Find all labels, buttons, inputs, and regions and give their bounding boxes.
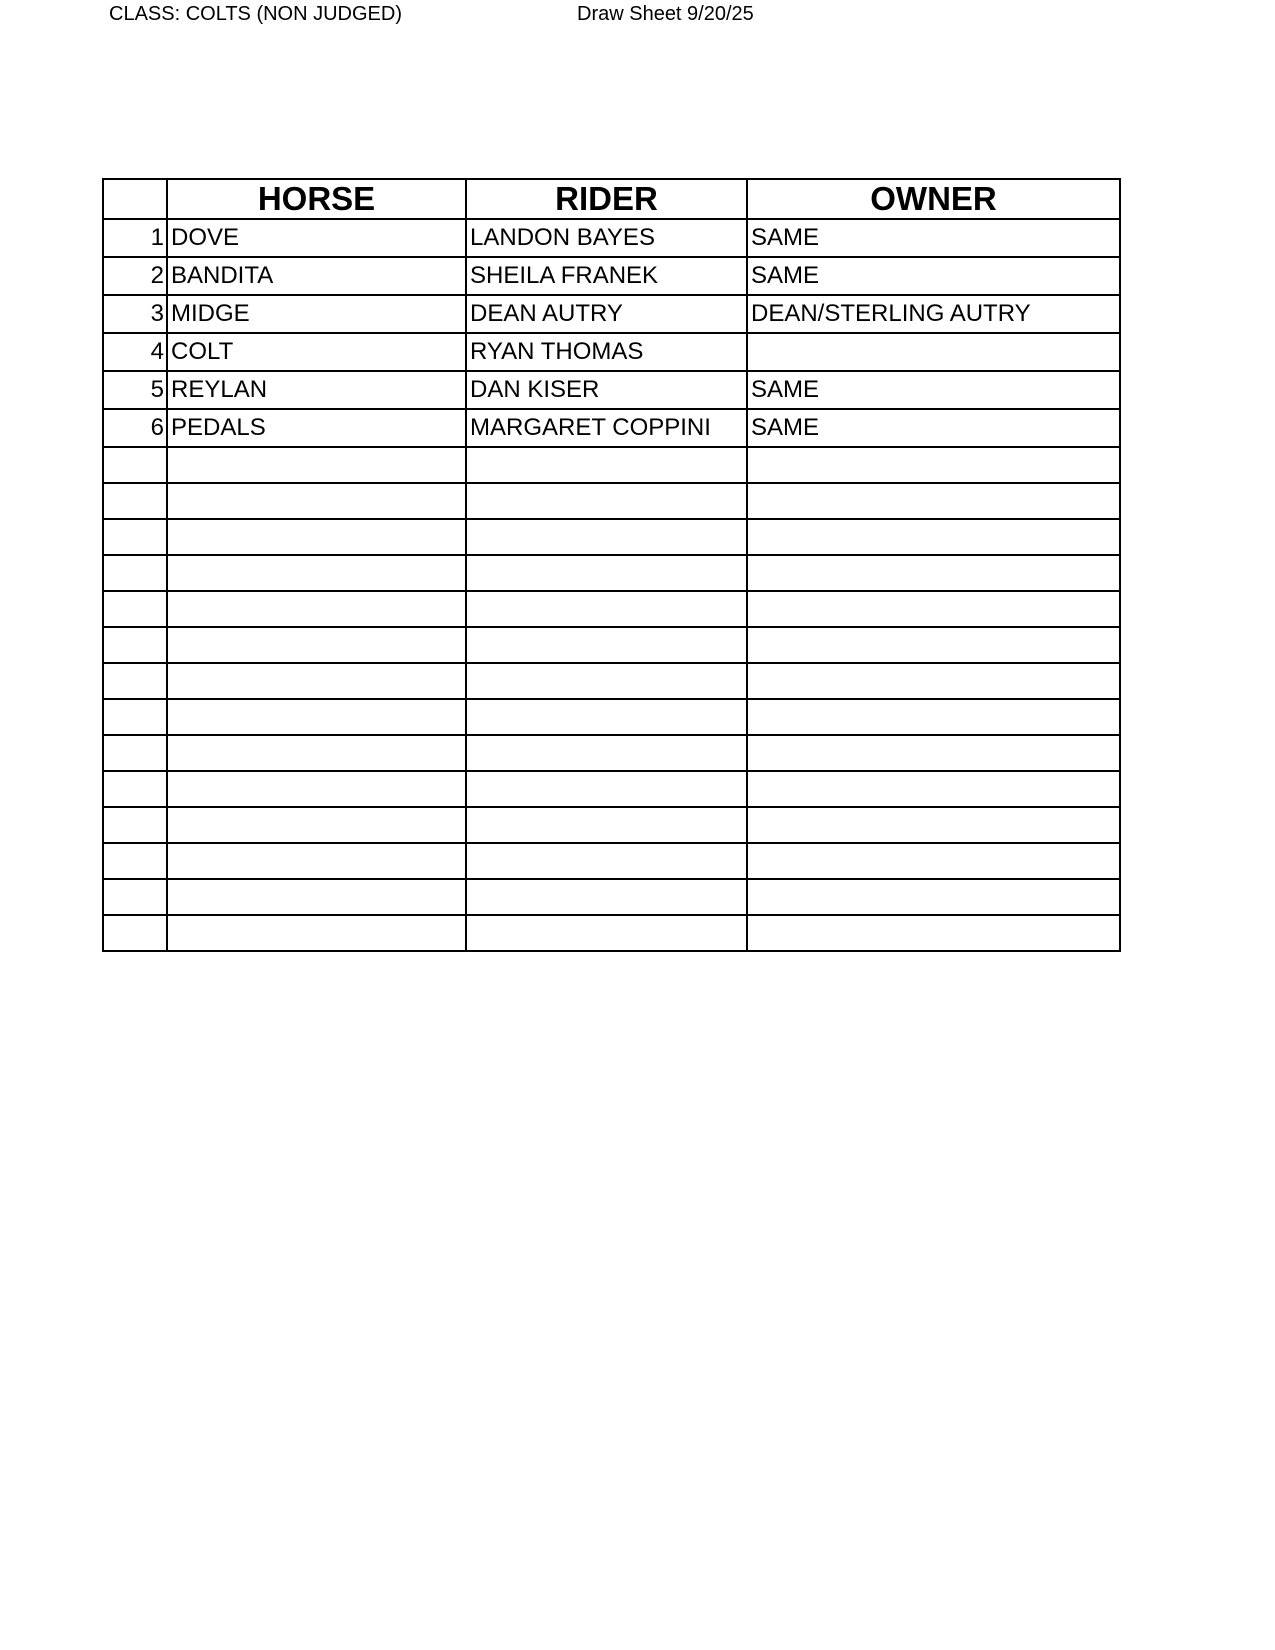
- row-number: [103, 663, 167, 699]
- horse-cell: [167, 627, 466, 663]
- row-number: 6: [103, 409, 167, 447]
- horse-cell: [167, 771, 466, 807]
- table-row: [103, 663, 1120, 699]
- table-row: [103, 483, 1120, 519]
- table-row: [103, 627, 1120, 663]
- rider-cell: RYAN THOMAS: [466, 333, 747, 371]
- horse-cell: [167, 915, 466, 951]
- owner-cell: SAME: [747, 219, 1120, 257]
- owner-cell: [747, 843, 1120, 879]
- owner-cell: [747, 879, 1120, 915]
- rider-cell: [466, 627, 747, 663]
- horse-cell: DOVE: [167, 219, 466, 257]
- horse-cell: REYLAN: [167, 371, 466, 409]
- horse-cell: [167, 483, 466, 519]
- rider-cell: [466, 519, 747, 555]
- row-number: [103, 879, 167, 915]
- column-header-owner: OWNER: [747, 179, 1120, 219]
- rider-cell: SHEILA FRANEK: [466, 257, 747, 295]
- rider-cell: [466, 483, 747, 519]
- horse-cell: [167, 807, 466, 843]
- table-row: [103, 371, 1120, 409]
- table-row: [103, 257, 1120, 295]
- row-number: [103, 915, 167, 951]
- row-number: [103, 807, 167, 843]
- rider-cell: [466, 663, 747, 699]
- column-header-number: [103, 179, 167, 219]
- row-number: [103, 555, 167, 591]
- row-number: [103, 627, 167, 663]
- horse-cell: MIDGE: [167, 295, 466, 333]
- owner-cell: DEAN/STERLING AUTRY: [747, 295, 1120, 333]
- horse-cell: PEDALS: [167, 409, 466, 447]
- table-row: [103, 409, 1120, 447]
- owner-cell: SAME: [747, 257, 1120, 295]
- class-label: CLASS: COLTS (NON JUDGED): [109, 3, 402, 25]
- rider-cell: [466, 699, 747, 735]
- row-number: [103, 735, 167, 771]
- owner-cell: [747, 699, 1120, 735]
- row-number: [103, 591, 167, 627]
- table-body: [103, 219, 1120, 951]
- table-row: [103, 699, 1120, 735]
- rider-cell: [466, 591, 747, 627]
- table-header-row: [103, 179, 1120, 219]
- table-row: [103, 915, 1120, 951]
- horse-cell: [167, 447, 466, 483]
- rider-cell: [466, 771, 747, 807]
- table-row: [103, 219, 1120, 257]
- owner-cell: [747, 771, 1120, 807]
- table-row: [103, 447, 1120, 483]
- owner-cell: [747, 627, 1120, 663]
- owner-cell: [747, 519, 1120, 555]
- horse-cell: [167, 663, 466, 699]
- table-row: [103, 807, 1120, 843]
- horse-cell: [167, 879, 466, 915]
- horse-cell: [167, 591, 466, 627]
- rider-cell: [466, 555, 747, 591]
- horse-cell: [167, 555, 466, 591]
- draw-sheet-table: [102, 178, 1121, 952]
- horse-cell: BANDITA: [167, 257, 466, 295]
- owner-cell: [747, 447, 1120, 483]
- rider-cell: [466, 735, 747, 771]
- rider-cell: [466, 915, 747, 951]
- row-number: [103, 447, 167, 483]
- row-number: [103, 483, 167, 519]
- table-row: [103, 591, 1120, 627]
- owner-cell: [747, 555, 1120, 591]
- table-row: [103, 555, 1120, 591]
- rider-cell: [466, 879, 747, 915]
- rider-cell: DEAN AUTRY: [466, 295, 747, 333]
- draw-sheet-date: Draw Sheet 9/20/25: [577, 3, 754, 25]
- owner-cell: [747, 807, 1120, 843]
- table-row: [103, 519, 1120, 555]
- column-header-horse: HORSE: [167, 179, 466, 219]
- rider-cell: LANDON BAYES: [466, 219, 747, 257]
- owner-cell: [747, 483, 1120, 519]
- table-row: [103, 295, 1120, 333]
- table-row: [103, 735, 1120, 771]
- horse-cell: [167, 735, 466, 771]
- row-number: [103, 519, 167, 555]
- row-number: 2: [103, 257, 167, 295]
- owner-cell: [747, 333, 1120, 371]
- horse-cell: COLT: [167, 333, 466, 371]
- owner-cell: [747, 591, 1120, 627]
- owner-cell: [747, 915, 1120, 951]
- rider-cell: [466, 447, 747, 483]
- row-number: 1: [103, 219, 167, 257]
- row-number: 3: [103, 295, 167, 333]
- horse-cell: [167, 843, 466, 879]
- row-number: [103, 843, 167, 879]
- owner-cell: [747, 663, 1120, 699]
- rider-cell: DAN KISER: [466, 371, 747, 409]
- owner-cell: SAME: [747, 409, 1120, 447]
- owner-cell: SAME: [747, 371, 1120, 409]
- rider-cell: [466, 807, 747, 843]
- horse-cell: [167, 699, 466, 735]
- row-number: [103, 699, 167, 735]
- row-number: 4: [103, 333, 167, 371]
- rider-cell: [466, 843, 747, 879]
- table-row: [103, 843, 1120, 879]
- row-number: [103, 771, 167, 807]
- table-row: [103, 879, 1120, 915]
- owner-cell: [747, 735, 1120, 771]
- table-row: [103, 771, 1120, 807]
- column-header-rider: RIDER: [466, 179, 747, 219]
- rider-cell: MARGARET COPPINI: [466, 409, 747, 447]
- horse-cell: [167, 519, 466, 555]
- table-row: [103, 333, 1120, 371]
- row-number: 5: [103, 371, 167, 409]
